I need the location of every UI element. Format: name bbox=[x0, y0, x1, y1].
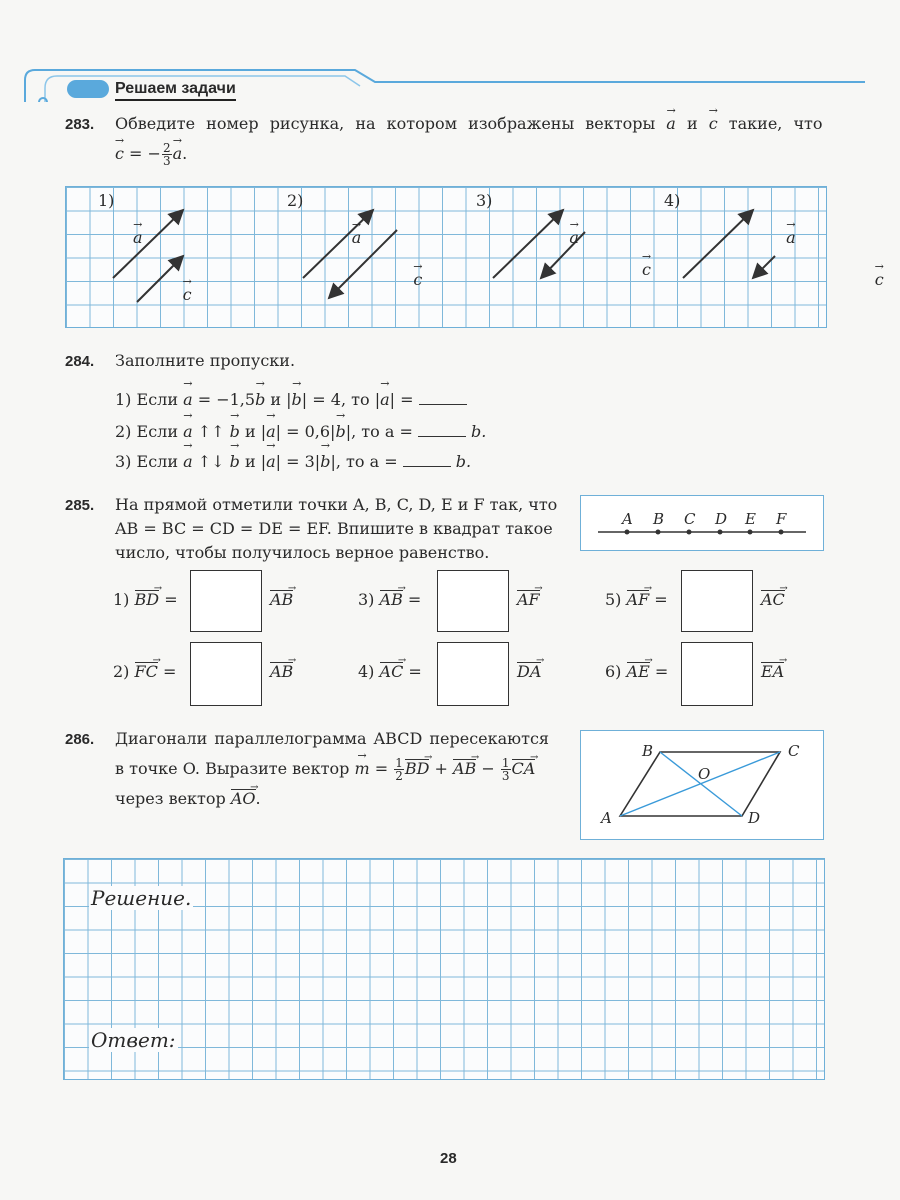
fig3-vector-a-label: → a bbox=[569, 226, 579, 250]
problem-286-line-2: в точке O. Выразите вектор → m = $\frac{1}{2}$ BD → + AB → − $\frac{1}{3}$ CA → bbox=[115, 757, 535, 782]
center-O-label: O bbox=[698, 765, 711, 783]
problem-284-row-3: 3) Если → a ↑↓ → b и |→ a| = 3|→ b|, то a = b. bbox=[115, 452, 471, 471]
problem-283-number: 283. bbox=[65, 116, 95, 133]
answer-box-6[interactable] bbox=[681, 642, 753, 706]
problem-285-number: 285. bbox=[65, 497, 95, 514]
point-E: E bbox=[745, 510, 756, 528]
solution-label: Решение. bbox=[91, 886, 192, 910]
item-1-right: AB → bbox=[270, 590, 293, 609]
fig1-vector-c-label: → c bbox=[183, 283, 192, 307]
vertex-A-label: A bbox=[601, 809, 612, 827]
fig2-vector-a-label: → a bbox=[352, 226, 362, 250]
answer-box-1[interactable] bbox=[190, 570, 262, 632]
item-6-left: 6) AE → = bbox=[605, 662, 668, 681]
point-B: B bbox=[653, 510, 665, 528]
vertex-C-label: C bbox=[788, 742, 800, 760]
item-3-left: 3) AB → = bbox=[358, 590, 421, 609]
page-number: 28 bbox=[440, 1150, 457, 1167]
section-title: Решаем задачи bbox=[115, 80, 236, 101]
point-A: A bbox=[622, 510, 633, 528]
fig1-vector-a-label: → a bbox=[133, 226, 143, 250]
item-5-right: AC → bbox=[761, 590, 785, 609]
fig2-vector-c-label: → c bbox=[413, 268, 422, 292]
problem-286-line-1: Диагонали параллелограмма ABCD пересекаются bbox=[115, 729, 550, 748]
fig3-vector-c-label: → c bbox=[642, 258, 651, 282]
item-4-left: 4) AC → = bbox=[358, 662, 422, 681]
item-3-right: AF → bbox=[517, 590, 540, 609]
vertex-B-label: B bbox=[642, 742, 654, 760]
item-4-right: DA → bbox=[517, 662, 541, 681]
answer-blank-2[interactable] bbox=[418, 422, 466, 437]
figure-4-label[interactable]: 4) bbox=[664, 191, 681, 210]
parallelogram bbox=[580, 730, 822, 838]
figure-1-label[interactable]: 1) bbox=[98, 191, 115, 210]
item-2-right: AB → bbox=[270, 662, 293, 681]
vector-figures bbox=[65, 186, 825, 326]
figure-2-label[interactable]: 2) bbox=[287, 191, 304, 210]
problem-284-row-2: 2) Если → a ↑↑ → b и |→ a| = 0,6|→ b|, то a = b. bbox=[115, 422, 486, 441]
answer-box-2[interactable] bbox=[190, 642, 262, 706]
point-D: D bbox=[715, 510, 728, 528]
answer-blank-1[interactable] bbox=[419, 390, 467, 405]
item-6-right: EA → bbox=[761, 662, 784, 681]
problem-284-number: 284. bbox=[65, 353, 95, 370]
problem-283-text: Обведите номер рисунка, на котором изображены векторы → a и → c такие, что bbox=[115, 112, 835, 136]
fig4-vector-a-label: → a bbox=[786, 226, 796, 250]
vertex-D-label: D bbox=[748, 809, 761, 827]
point-F: F bbox=[776, 510, 787, 528]
answer-box-5[interactable] bbox=[681, 570, 753, 632]
problem-286-number: 286. bbox=[65, 731, 95, 748]
item-5-left: 5) AF → = bbox=[605, 590, 668, 609]
answer-label: Ответ: bbox=[91, 1028, 176, 1052]
problem-285-text: На прямой отметили точки A, B, C, D, E и F так, что AB = BC = CD = DE = EF. Впишите в квадрат такое число, чтобы получилось верное равенство. bbox=[115, 495, 558, 562]
fig4-vector-c-label: → c bbox=[875, 268, 884, 292]
problem-284-title: Заполните пропуски. bbox=[115, 351, 296, 370]
point-C: C bbox=[684, 510, 696, 528]
figure-3-label[interactable]: 3) bbox=[476, 191, 493, 210]
item-1-left: 1) BD → = bbox=[113, 590, 178, 609]
problem-283-equation: → c = − $\frac{2}{3}$ → a. bbox=[115, 142, 187, 167]
problem-284-row-1: 1) Если → a = −1,5→ b и |→ b| = 4, то |→ a| = bbox=[115, 390, 467, 409]
item-2-left: 2) FC → = bbox=[113, 662, 176, 681]
answer-box-4[interactable] bbox=[437, 642, 509, 706]
answer-blank-3[interactable] bbox=[403, 452, 451, 467]
answer-box-3[interactable] bbox=[437, 570, 509, 632]
problem-286-line-3: через вектор AO →. bbox=[115, 787, 261, 811]
